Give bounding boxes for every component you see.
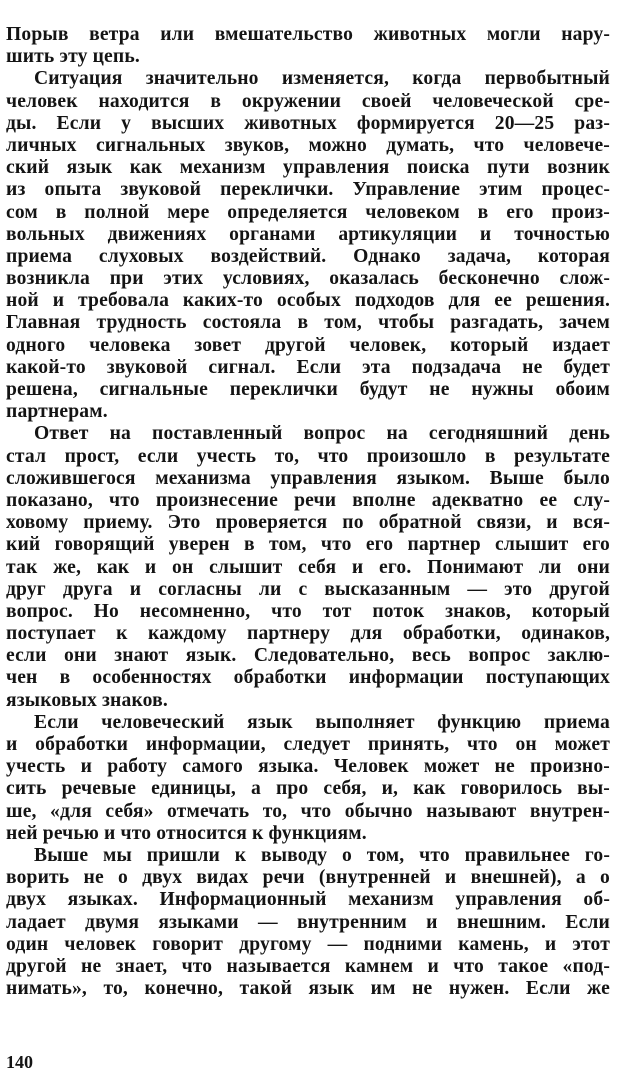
text-line: из опыта звуковой переклички. Управление этим процес- [6, 179, 610, 201]
text-line: и обработки информации, следует принять, что он может [6, 734, 610, 755]
text-line: Главная трудность состояла в том, чтобы разгадать, зачем [6, 312, 610, 334]
text-line: человек находится в окружении своей человеческой сре- [6, 90, 610, 112]
text-line: двух языках. Информационный механизм управления об- [6, 889, 610, 911]
text-line: ше, «для себя» отмечать то, что обычно называют внутрен- [6, 800, 610, 822]
text-line: Если человеческий язык выполняет функцию приема [34, 711, 610, 733]
text-line: вольных движениях органами артикуляции и точностью [6, 223, 610, 245]
text-line: сить речевые единицы, а про себя, и, как говорилось вы- [6, 778, 610, 800]
text-line: сом в полной мере определяется человеком в его произ- [6, 201, 610, 223]
text-line: личных сигнальных звуков, можно думать, что человече- [6, 134, 610, 156]
text-line: друг друга и согласны ли с высказанным — это другой [6, 578, 610, 600]
text-line: если они знают язык. Следовательно, весь вопрос заклю- [6, 645, 610, 667]
text-line: ладает двумя языками — внутренним и внешним. Если [6, 911, 610, 933]
text-line: Порыв ветра или вмешательство животных могли нару- [6, 24, 610, 45]
text-line: решена, сигнальные переклички будут не нужны обоим [6, 379, 610, 400]
text-line: один человек говорит другому — подними камень, и этот [6, 933, 610, 955]
text-line: ной и требовала каких-то особых подходов для ее решения. [6, 290, 610, 312]
text-line: кий говорящий уверен в том, что его партнер слышит его [6, 534, 610, 556]
text-line: другой не знает, что называется камнем и что такое «под- [6, 955, 610, 977]
text-line: языковых знаков. [6, 689, 168, 711]
text-line: ский язык как механизм управления поиска пути возник [6, 157, 610, 179]
text-line: так же, как и он слышит себя и его. Понимают ли они [6, 556, 610, 578]
text-line: сложившегося механизма управления языком. Выше было [6, 467, 610, 489]
text-line: Ситуация значительно изменяется, когда первобытный [34, 68, 610, 90]
page-body-text [6, 24, 610, 1000]
text-line: Выше мы пришли к выводу о том, что правильнее го- [34, 844, 610, 866]
page-number: 140 [6, 1052, 33, 1072]
text-line: ней речью и что относится к функциям. [6, 822, 367, 844]
text-line: приема слуховых воздействий. Однако задача, которая [6, 245, 610, 267]
text-line: шить эту цепь. [6, 46, 140, 68]
text-line: возникла при этих условиях, оказалась бесконечно слож- [6, 268, 610, 290]
text-line: одного человека зовет другой человек, который издает [6, 334, 610, 356]
text-line: ды. Если у высших животных формируется 20—25 раз- [6, 112, 610, 134]
text-line: показано, что произнесение речи вполне адекватно ее слу- [6, 489, 610, 511]
text-line: учесть и работу самого языка. Человек может не произно- [6, 756, 610, 778]
text-line: вопрос. Но несомненно, что тот поток знаков, который [6, 600, 610, 622]
text-line: нимать», то, конечно, такой язык им не нужен. Если же [6, 978, 610, 1000]
text-line: какой-то звуковой сигнал. Если эта подзадача не будет [6, 356, 610, 378]
text-line: чен в особенностях обработки информации поступающих [6, 667, 610, 689]
text-line: ворить не о двух видах речи (внутренней и внешней), а о [6, 867, 610, 889]
text-line: стал прост, если учесть то, что произошло в результате [6, 445, 610, 467]
text-line: Ответ на поставленный вопрос на сегодняшний день [34, 423, 610, 445]
text-line: партнерам. [6, 401, 108, 423]
text-line: ховому приему. Это проверяется по обратной связи, и вся- [6, 512, 610, 534]
text-line: поступает к каждому партнеру для обработки, одинаков, [6, 623, 610, 645]
